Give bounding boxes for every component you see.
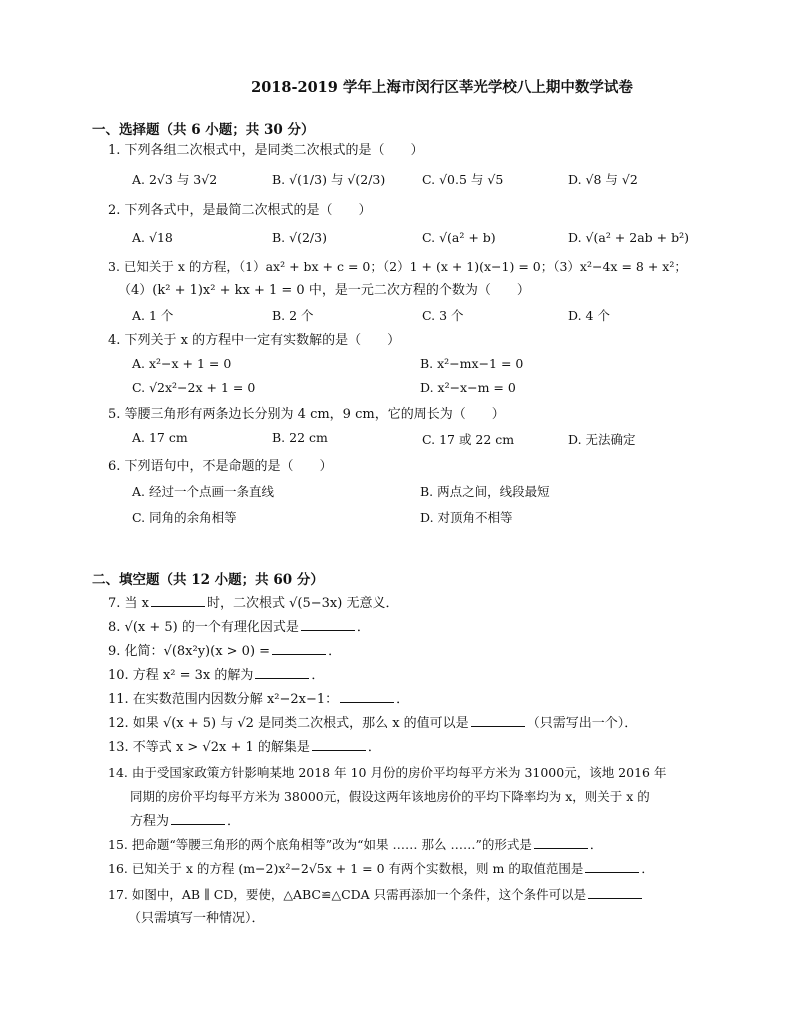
option-a: A. x²−x + 1 = 0 (132, 356, 232, 371)
question-9-text-a: 9. 化简：√(8x²y)(x > 0) = (108, 644, 271, 659)
question-15-text-b: ． (589, 837, 603, 852)
answer-blank[interactable] (588, 886, 642, 899)
answer-blank[interactable] (272, 642, 326, 655)
page-title: 2018-2019 学年上海市闵行区莘光学校八上期中数学试卷 (251, 79, 633, 96)
question-11-text-b: ． (396, 692, 410, 707)
question-17-text-a: 17. 如图中，AB ∥ CD，要使，△ABC≌△CDA 只需再添加一个条件，这个条件可以是 (108, 887, 587, 902)
question-2-options (132, 230, 692, 248)
question-6-stem: 6. 下列语句中，不是命题的是（ ） (108, 459, 333, 474)
question-10 (108, 666, 708, 685)
question-5-options (132, 430, 692, 448)
question-17-line1 (108, 886, 708, 904)
question-11-text-a: 11. 在实数范围内因数分解 x²−2x−1： (108, 692, 339, 707)
question-9-text-b: ． (328, 644, 342, 659)
option-b: B. √(1/3) 与 √(2/3) (272, 172, 386, 187)
option-a: A. 1 个 (132, 308, 174, 323)
question-4-stem: 4. 下列关于 x 的方程中一定有实数解的是（ ） (108, 333, 401, 348)
answer-blank[interactable] (312, 738, 366, 751)
question-8-text-a: 8. √(x + 5) 的一个有理化因式是 (108, 620, 299, 635)
question-13-text-b: ． (367, 740, 381, 755)
question-9 (108, 642, 708, 661)
option-d: D. √8 与 √2 (568, 172, 638, 187)
answer-blank[interactable] (471, 714, 525, 727)
answer-blank[interactable] (585, 860, 639, 873)
question-10-text-b: ． (311, 668, 325, 683)
question-16-text-b: ． (641, 861, 654, 876)
question-16-text-a: 16. 已知关于 x 的方程 (m−2)x²−2√5x + 1 = 0 有两个实数根，则 m 的取值范围是 (108, 861, 584, 876)
option-b: B. 两点之间，线段最短 (420, 484, 550, 499)
question-2-stem: 2. 下列各式中，是最简二次根式的是（ ） (108, 203, 372, 218)
question-7-text-b: 时，二次根式 √(5−3x) 无意义． (207, 596, 399, 611)
option-c: C. √2x²−2x + 1 = 0 (132, 380, 256, 395)
question-12-text-b: （只需写出一个）． (526, 716, 638, 731)
option-c: C. 17 或 22 cm (422, 432, 515, 447)
answer-blank[interactable] (301, 618, 355, 631)
answer-blank[interactable] (171, 812, 225, 825)
option-b: B. 2 个 (272, 308, 314, 323)
question-3-stem-line2: （4）(k² + 1)x² + kx + 1 = 0 中，是一元二次方程的个数为（ ） (118, 283, 530, 298)
question-15-text-a: 15. 把命题“等腰三角形的两个底角相等”改为“如果 …… 那么 ……”的形式是 (108, 837, 532, 852)
question-6-options-row2 (132, 508, 692, 526)
option-a: A. √18 (132, 230, 173, 245)
question-4-options-row2 (132, 380, 692, 398)
question-14-line1: 14. 由于受国家政策方针影响某地 2018 年 10 月份的房价平均每平方米为 31000元，该地 2016 年 (108, 765, 667, 780)
question-1-stem: 1. 下列各组二次根式中，是同类二次根式的是（ ） (108, 143, 424, 158)
option-b: B. x²−mx−1 = 0 (420, 356, 524, 371)
question-4-options-row1 (132, 356, 692, 374)
answer-blank[interactable] (151, 594, 205, 607)
question-7 (108, 594, 708, 613)
question-3-stem: 3. 已知关于 x 的方程，（1）ax² + bx + c = 0；（2）1 + (x + 1)(x−1) = 0；（3）x²−4x = 8 + x²； (108, 259, 687, 274)
answer-blank[interactable] (255, 666, 309, 679)
question-14-line2: 同期的房价平均每平方米为 38000元，假设这两年该地房价的平均下降率均为 x，则关于 x 的 (130, 789, 650, 804)
question-13 (108, 738, 708, 757)
section-heading-fill: 二、填空题（共 12 小题；共 60 分） (92, 572, 324, 588)
question-16 (108, 860, 708, 878)
question-3-options (132, 306, 692, 324)
option-b: B. √(2/3) (272, 230, 327, 245)
question-7-text-a: 7. 当 x (108, 596, 149, 611)
question-8 (108, 618, 708, 637)
question-13-text-a: 13. 不等式 x > √2x + 1 的解集是 (108, 740, 310, 755)
section-heading-choice: 一、选择题（共 6 小题；共 30 分） (92, 122, 315, 138)
answer-blank[interactable] (534, 836, 588, 849)
question-5-stem: 5. 等腰三角形有两条边长分别为 4 cm，9 cm，它的周长为（ ） (108, 407, 505, 422)
option-d: D. 对顶角不相等 (420, 510, 513, 525)
question-14-text-a: 方程为 (130, 814, 170, 829)
option-a: A. 经过一个点画一条直线 (132, 484, 274, 499)
option-c: C. 同角的余角相等 (132, 510, 237, 525)
option-d: D. √(a² + 2ab + b²) (568, 230, 689, 245)
option-a: A. 2√3 与 3√2 (132, 172, 218, 187)
option-c: C. √(a² + b) (422, 230, 496, 245)
question-8-text-b: ． (356, 620, 370, 635)
option-d: D. 4 个 (568, 308, 610, 323)
option-d: D. x²−x−m = 0 (420, 380, 516, 395)
option-b: B. 22 cm (272, 430, 328, 445)
option-a: A. 17 cm (132, 430, 188, 445)
answer-blank[interactable] (340, 690, 394, 703)
question-11 (108, 690, 708, 709)
question-6-options-row1 (132, 482, 692, 500)
question-12 (108, 714, 708, 733)
option-c: C. √0.5 与 √5 (422, 172, 504, 187)
option-d: D. 无法确定 (568, 432, 636, 447)
question-14-text-b: ． (227, 814, 241, 829)
question-10-text-a: 10. 方程 x² = 3x 的解为 (108, 668, 254, 683)
question-14-line3 (130, 812, 730, 831)
question-17-line2: （只需填写一种情况）． (128, 911, 265, 926)
option-c: C. 3 个 (422, 308, 464, 323)
question-12-text-a: 12. 如果 √(x + 5) 与 √2 是同类二次根式，那么 x 的值可以是 (108, 716, 469, 731)
question-15 (108, 836, 708, 854)
question-1-options (132, 170, 692, 188)
